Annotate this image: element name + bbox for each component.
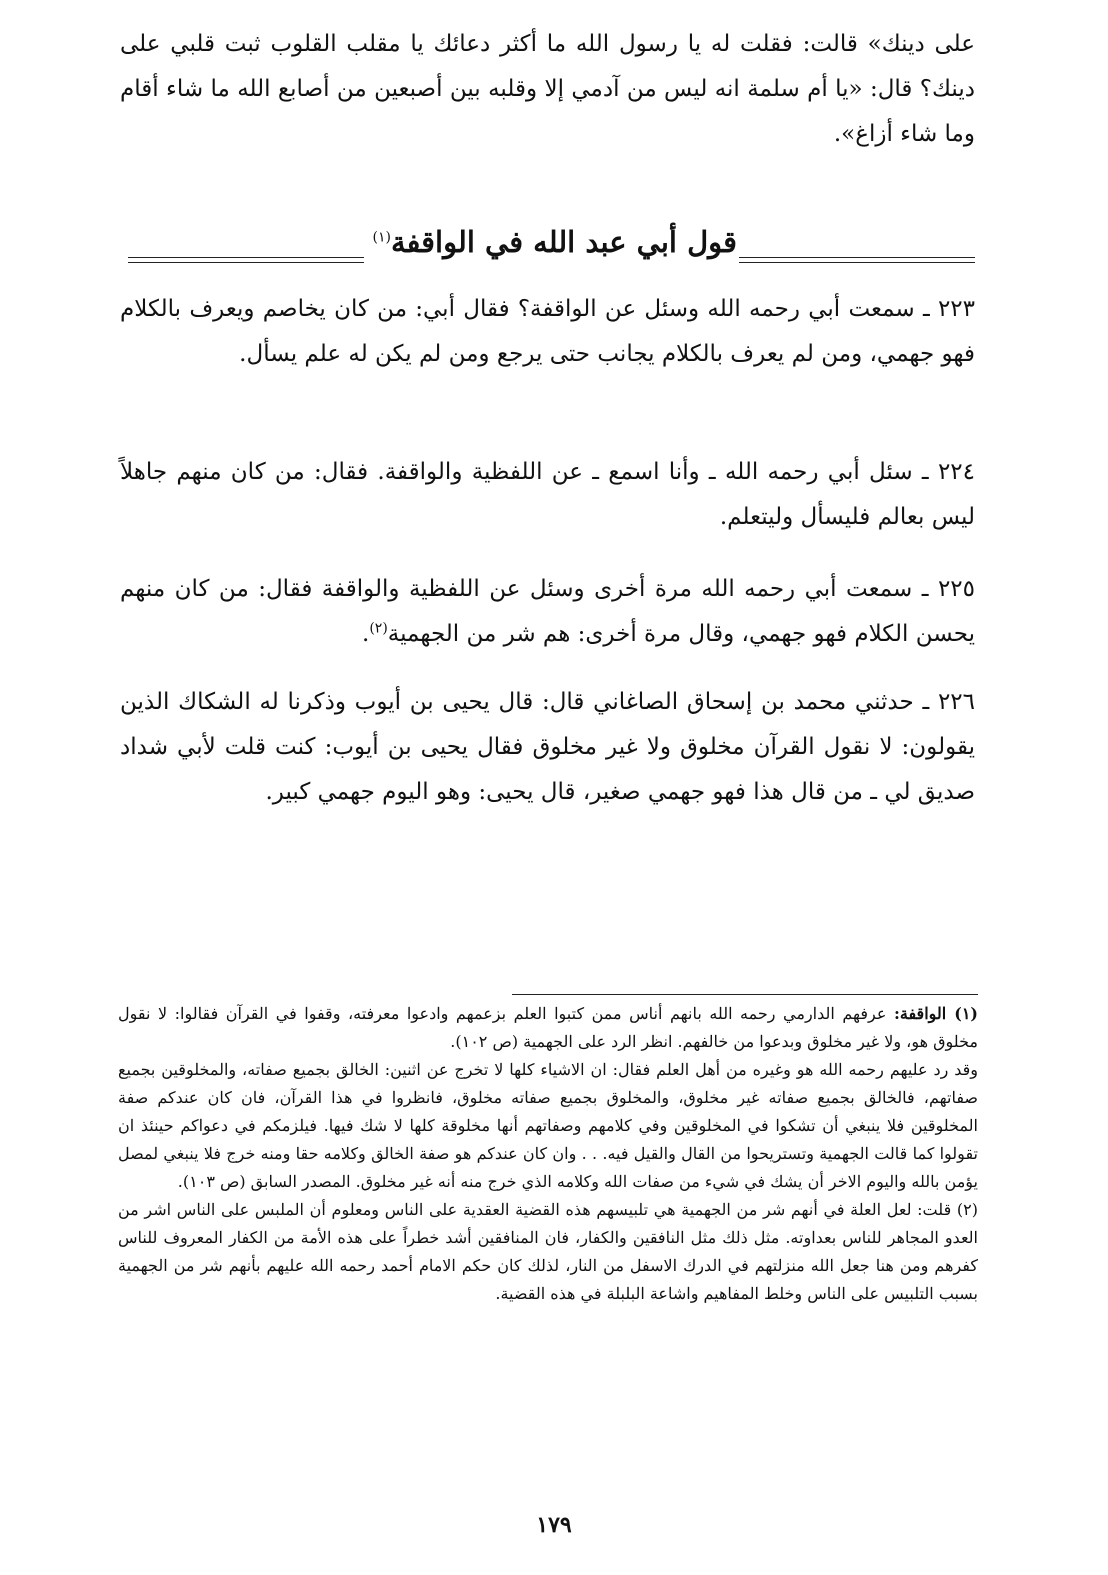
footnotes (118, 1000, 978, 1308)
footnote-2-text: قلت: لعل العلة في أنهم شر من الجهمية هي تلبيسهم هذه القضية العقدية على الناس ومعلوم أن الملبس على الناس اشر من العدو المجاهر للناس بعداوته. مثل ذلك مثل النافقين والكفار، فان المنافقين أشد خطراً على هذه الأمة من الكفار المعروف للناس كفرهم ومن هنا جعل الله منزلتهم في الدرك الاسفل من النار، لذلك كان حكم الامام أحمد رحمه الله عليهم بأنهم شر من الجهمية بسبب التلبيس على الناس وخلط المفاهيم واشاعة البلبلة في هذه القضية. (118, 1200, 978, 1303)
footnote-ref-2: (٢) (369, 620, 388, 637)
page-number: ١٧٩ (536, 1512, 572, 1538)
section-title-text: قول أبي عبد الله في الواقفة (390, 225, 737, 259)
hadith-paragraph-223: ٢٢٣ ـ سمعت أبي رحمه الله وسئل عن الواقفة؟ فقال أبي: من كان يخاصم ويعرف بالكلام فهو جهمي، ومن لم يعرف بالكلام يجانب حتى يرجع ومن لم يكن له علم يسأل. (120, 296, 975, 367)
footnote-1-text: عرفهم الدارمي رحمه الله بانهم أناس ممن كتبوا العلم بزعمهم وادعوا معرفته، وقفوا في القرآن فقالوا: لا نقول مخلوق هو، ولا غير مخلوق وبدعوا من خالفهم. انظر الرد على الجهمية (ص ١٠٢). (118, 1004, 978, 1051)
heading-rule-left (128, 257, 364, 263)
footnote-ref-1: (١) (372, 229, 391, 246)
hadith-paragraph-225 (120, 567, 975, 657)
footnote-separator (512, 994, 978, 995)
footnote-1-label: (١) الواقفة: (893, 1004, 978, 1023)
hadith-225-text: ٢٢٥ ـ سمعت أبي رحمه الله مرة أخرى وسئل عن اللفظية والواقفة فقال: من كان منهم يحسن الكلام فهو جهمي، وقال مرة أخرى: هم شر من الجهمية (120, 576, 975, 647)
section-heading (128, 218, 975, 278)
hadith-paragraph-226: ٢٢٦ ـ حدثني محمد بن إسحاق الصاغاني قال: قال يحيى بن أيوب وذكرنا له الشكاك الذين يقولون: لا نقول القرآن مخلوق ولا غير مخلوق فقال يحيى بن أيوب: كنت قلت لأبي شداد صديق لي ـ من قال هذا فهو جهمي صغير، قال يحيى: وهو اليوم جهمي كبير. (120, 689, 975, 805)
intro-paragraph: على دينك» قالت: فقلت له يا رسول الله ما أكثر دعائك يا مقلب القلوب ثبت قلبي على دينك؟ قال: «يا أم سلمة انه ليس من آدمي إلا وقلبه بين أصبعين من أصابع الله ما شاء أقام وما شاء أزاغ». (120, 31, 975, 147)
hadith-paragraph-224: ٢٢٤ ـ سئل أبي رحمه الله ـ وأنا اسمع ـ عن اللفظية والواقفة. فقال: من كان منهم جاهلاً ليس بعالم فليسأل وليتعلم. (120, 459, 975, 530)
footnote-2-label: (٢) (956, 1200, 978, 1219)
hadith-225-end: . (362, 621, 370, 647)
heading-rule-right (739, 257, 975, 263)
footnote-1b-text: وقد رد عليهم رحمه الله هو وغيره من أهل العلم فقال: ان الاشياء كلها لا تخرج عن اثنين: الخالق بجميع صفاته، والمخلوقين بجميع صفاتهم، فالخالق بجميع صفاته غير مخلوق، والمخلوق بجميع صفاته مخلوق، فانظروا في هذا القرآن، فان كان عندكم صفة المخلوقين فلا ينبغي أن تشكوا في المخلوقين وفي كلامهم وصفاتهم أنها مخلوقة كلها لا شك فيها. فيلزمكم في دعواكم حينئذ ان تقولوا كما قالت الجهمية وتستريحوا من القال والقيل فيه. . . وان كان عندكم هو صفة الخالق وكلامه حقا ومنه خرج فلا ينبغي لمصل يؤمن بالله واليوم الاخر أن يشك في شيء من صفات الله وكلامه الذي خرج منه أنه غير مخلوق. المصدر السابق (ص ١٠٣). (118, 1060, 978, 1191)
section-title (372, 218, 737, 266)
footnote-2 (118, 1196, 978, 1308)
footnote-1-continued (118, 1056, 978, 1196)
footnote-1 (118, 1000, 978, 1056)
